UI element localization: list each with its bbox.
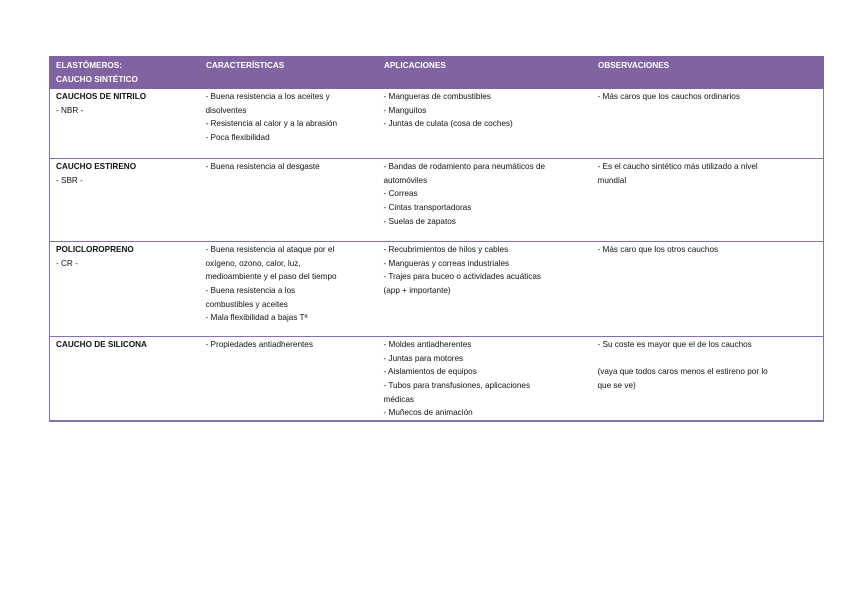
cell-line: - Buena resistencia al ataque por el — [205, 245, 335, 255]
caracteristicas-cell — [200, 337, 378, 421]
elastomer-name: CAUCHO ESTIRENO — [56, 162, 137, 172]
elastomer-abbr: - SBR - — [56, 175, 83, 185]
cell-line: (vaya que todos caros menos el estireno por lo — [597, 367, 768, 377]
elastomers-table — [49, 56, 824, 422]
caracteristicas-cell — [200, 159, 378, 242]
cell-line: que se ve) — [597, 380, 636, 390]
aplicaciones-cell — [378, 242, 592, 337]
cell-line: - Resistencia al calor y a la abrasión — [205, 119, 338, 129]
cell-line: - Mangueras y correas industriales — [383, 258, 510, 268]
cell-line: - Tubos para transfusiones, aplicaciones — [383, 380, 531, 390]
cell-line: - Recubrimientos de hilos y cables — [383, 245, 509, 255]
elastomer-name: POLICLOROPRENO — [56, 245, 134, 255]
table-row — [50, 159, 824, 242]
cell-line: disolventes — [205, 105, 247, 115]
table-row — [50, 89, 824, 159]
cell-line: - Moldes antiadherentes — [383, 340, 472, 350]
cell-line: - Su coste es mayor que el de los cauchos — [597, 340, 752, 350]
cell-line: - Aislamientos de equipos — [383, 367, 477, 377]
caracteristicas-cell — [200, 89, 378, 159]
header-caracteristicas: CARACTERÍSTICAS — [200, 57, 378, 89]
elastomer-cell — [50, 159, 200, 242]
elastomer-cell — [50, 89, 200, 159]
cell-line: - Es el caucho sintético más utilizado a nivel — [597, 162, 758, 172]
cell-line: (app + importante) — [383, 285, 451, 295]
aplicaciones-cell — [378, 159, 592, 242]
cell-line: - Juntas de culata (cosa de coches) — [383, 119, 513, 129]
table-header — [50, 57, 824, 89]
cell-line: - Más caros que los cauchos ordinarios — [597, 92, 740, 102]
cell-line: - Poca flexibilidad — [205, 132, 270, 142]
header-aplicaciones: APLICACIONES — [378, 57, 592, 89]
caracteristicas-cell — [200, 242, 378, 337]
cell-line — [598, 352, 818, 366]
cell-line: - Suelas de zapatos — [383, 216, 456, 226]
cell-line: oxígeno, ozono, calor, luz, — [205, 258, 301, 268]
cell-line: - Correas — [383, 189, 418, 199]
cell-line: médicas — [383, 394, 414, 404]
elastomer-name: CAUCHO DE SILICONA — [56, 340, 147, 350]
cell-line: combustibles y aceites — [205, 299, 288, 309]
cell-line: - Cintas transportadoras — [383, 202, 472, 212]
observaciones-cell — [592, 337, 824, 421]
cell-line: - Buena resistencia a los aceites y — [205, 92, 330, 102]
cell-line: - Bandas de rodamiento para neumáticos de — [383, 162, 546, 172]
observaciones-cell — [592, 89, 824, 159]
cell-line: - Muñecos de animación — [383, 408, 473, 418]
cell-line: automóviles — [383, 175, 428, 185]
cell-line: - Buena resistencia al desgaste — [205, 162, 320, 172]
elastomer-cell — [50, 337, 200, 421]
aplicaciones-cell — [378, 89, 592, 159]
header-row — [50, 57, 824, 89]
cell-line: - Trajes para buceo o actividades acuáticas — [383, 272, 541, 282]
cell-line: - Buena resistencia a los — [205, 285, 296, 295]
aplicaciones-cell — [378, 337, 592, 421]
elastomer-cell — [50, 242, 200, 337]
table-row — [50, 242, 824, 337]
elastomer-abbr: - CR - — [56, 258, 78, 268]
table-row — [50, 337, 824, 421]
header-elastomeros-line2: CAUCHO SINTÉTICO — [56, 74, 138, 84]
header-elastomeros-line1: ELASTÓMEROS: — [56, 61, 122, 70]
cell-line: medioambiente y el paso del tiempo — [205, 272, 337, 282]
cell-line: - Manguitos — [383, 105, 427, 115]
cell-line: mundial — [597, 175, 627, 185]
observaciones-cell — [592, 159, 824, 242]
cell-line: - Mangueras de combustibles — [383, 92, 491, 102]
table-body — [50, 89, 824, 421]
cell-line: - Juntas para motores — [383, 353, 464, 363]
header-elastomeros — [50, 57, 200, 89]
cell-line: - Más caro que los otros cauchos — [597, 245, 719, 255]
cell-line: - Mala flexibilidad a bajas Tª — [205, 313, 308, 323]
cell-line: - Propiedades antiadherentes — [205, 340, 313, 350]
header-observaciones: OBSERVACIONES — [592, 57, 824, 89]
observaciones-cell — [592, 242, 824, 337]
elastomer-name: CAUCHOS DE NITRILO — [56, 92, 147, 102]
elastomer-abbr: - NBR - — [56, 105, 84, 115]
